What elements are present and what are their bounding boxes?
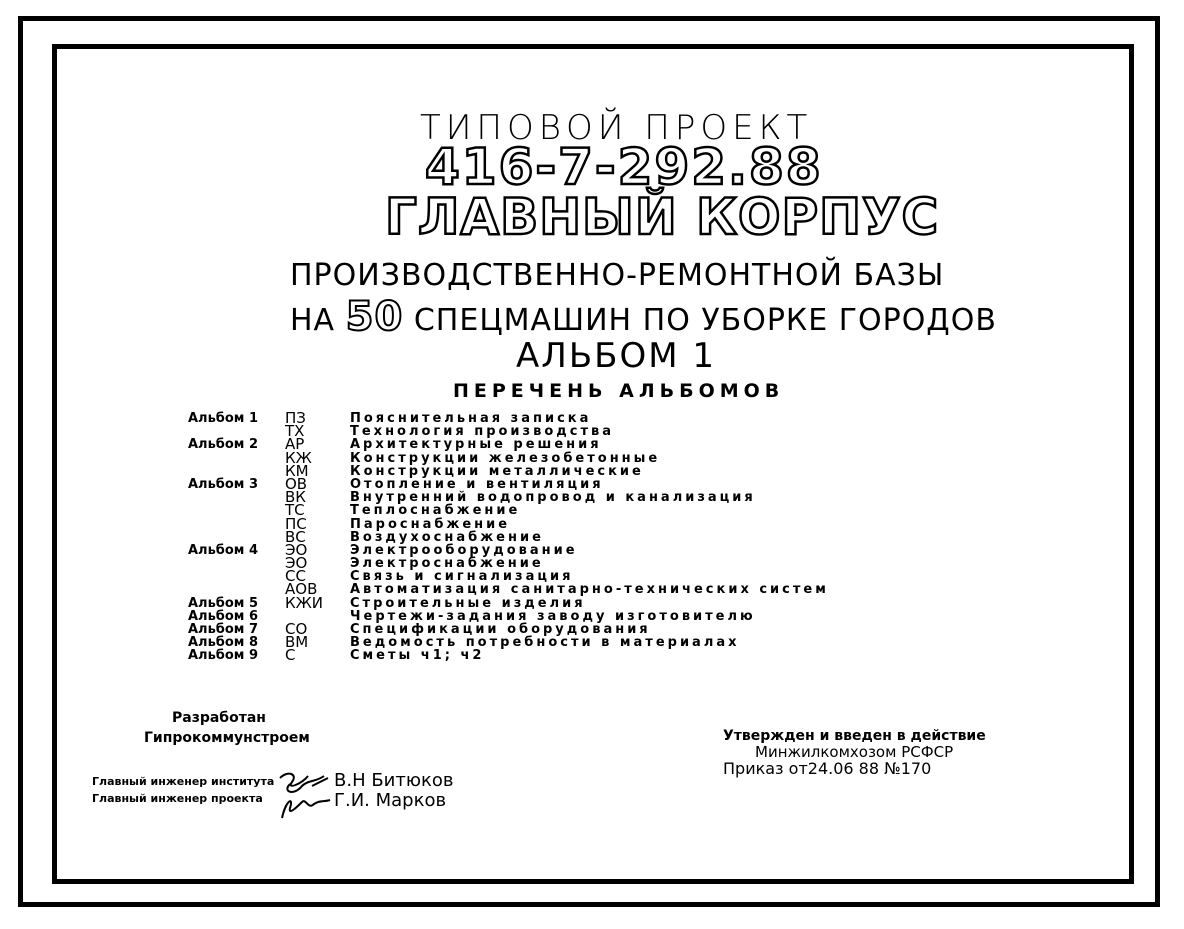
signer-name-1: В.Н Битюков — [334, 770, 454, 791]
album-code: ВМ — [285, 633, 309, 652]
album-section-name: Конструкции металлические — [350, 463, 644, 479]
approval-line1: Утвержден и введен в действие — [723, 728, 986, 744]
subtitle-post: СПЕЦМАШИН ПО УБОРКЕ ГОРОДОВ — [413, 303, 997, 338]
project-number: 416-7-292.88 — [425, 138, 823, 196]
subtitle-line2 — [290, 294, 997, 340]
approval-line3: Приказ от24.06 88 №170 — [723, 759, 932, 778]
album-code: ЭО — [285, 554, 308, 573]
album-code: АР — [285, 435, 305, 454]
album-section-name: Электрооборудование — [350, 542, 578, 558]
album-section-name: Технология производства — [350, 424, 614, 440]
album-label: Альбом 5 — [188, 595, 259, 611]
subtitle-line1: ПРОИЗВОДСТВЕННО-РЕМОНТНОЙ БАЗЫ — [290, 258, 945, 293]
album-label: Альбом 9 — [188, 648, 259, 664]
album-label: Альбом 7 — [188, 622, 259, 637]
album-code: СС — [285, 567, 306, 586]
signer-name-2: Г.И. Марков — [334, 790, 447, 811]
album-code: КЖ — [285, 448, 312, 467]
album-code: ПС — [285, 514, 307, 533]
album-code: КМ — [285, 461, 309, 480]
album-section-name: Спецификации оборудования — [350, 622, 651, 637]
album-label: Альбом 6 — [188, 608, 259, 624]
album-code: ОВ — [285, 474, 308, 493]
album-section-name: Пояснительная записка — [350, 411, 592, 426]
list-title: ПЕРЕЧЕНЬ АЛЬБОМОВ — [453, 380, 785, 402]
album-code: ВК — [285, 488, 306, 507]
album-label: Альбом 2 — [188, 437, 259, 453]
subtitle-number: 50 — [345, 294, 404, 340]
developer-label: Разработан — [172, 710, 266, 726]
album-code: АОВ — [285, 580, 318, 599]
album-section-name: Ведомость потребности в материалах — [350, 635, 740, 651]
album-title: АЛЬБОМ 1 — [516, 336, 717, 376]
album-section-name: Автоматизация санитарно-технических систем — [350, 582, 829, 598]
album-code: С — [285, 646, 296, 665]
role-chief-engineer-institute: Главный инженер института — [92, 775, 275, 788]
album-code: ТХ — [285, 422, 305, 441]
building-title: ГЛАВНЫЙ КОРПУС — [385, 188, 940, 246]
album-section-name: Строительные изделия — [350, 595, 586, 611]
handwritten-signature — [272, 766, 334, 826]
album-section-name: Архитектурные решения — [350, 437, 602, 453]
type-project-heading: ТИПОВОЙ ПРОЕКТ — [420, 108, 813, 148]
approval-line2: Минжилкомхозом РСФСР — [755, 743, 954, 761]
album-section-name: Теплоснабжение — [350, 503, 521, 519]
album-section-name: Сметы ч1; ч2 — [350, 648, 485, 664]
album-code: ЭО — [285, 540, 308, 559]
album-section-name: Конструкции железобетонные — [350, 450, 661, 466]
album-section-name: Чертежи-задания заводу изготовителю — [350, 608, 756, 624]
album-code: ТС — [285, 501, 305, 520]
subtitle-pre: НА — [290, 303, 336, 338]
album-code: ВС — [285, 527, 306, 546]
role-chief-engineer-project: Главный инженер проекта — [92, 792, 263, 805]
album-section-name: Пароснабжение — [350, 516, 511, 532]
album-section-name: Электроснабжение — [350, 556, 544, 572]
album-section-name: Связь и сигнализация — [350, 569, 574, 585]
album-section-name: Воздухоснабжение — [350, 529, 544, 545]
album-section-name: Внутренний водопровод и канализация — [350, 490, 756, 506]
album-code: КЖИ — [285, 593, 324, 612]
album-label: Альбом 1 — [188, 411, 259, 426]
album-label: Альбом 4 — [188, 542, 259, 558]
album-code: СО — [285, 620, 308, 638]
developer-org: Гипрокоммунстроем — [144, 730, 310, 746]
album-code: ПЗ — [285, 409, 306, 427]
album-label: Альбом 3 — [188, 476, 259, 492]
album-label: Альбом 8 — [188, 635, 259, 651]
album-section-name: Отопление и вентиляция — [350, 476, 604, 492]
